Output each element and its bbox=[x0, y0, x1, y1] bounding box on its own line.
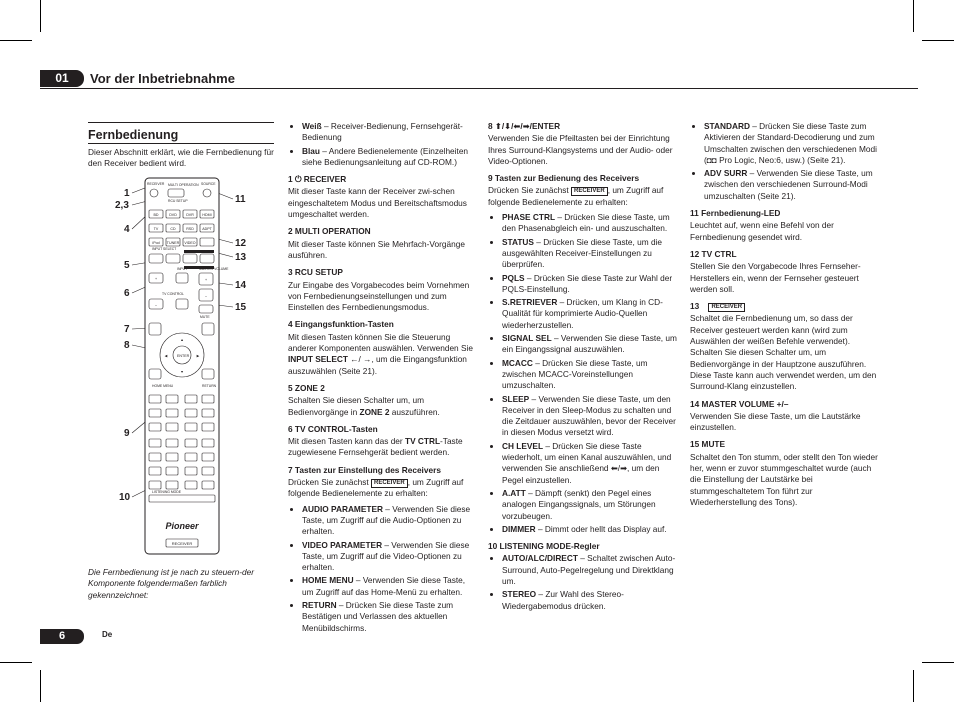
list-item: • PQLS – Drücken Sie diese Taste zur Wahl der PQLS-Einstellung. bbox=[502, 273, 678, 296]
item-heading-1: 1 ⏻ RECEIVER bbox=[288, 174, 347, 185]
callout-6: 6 bbox=[124, 288, 130, 299]
item-body-4: Mit diesen Tasten können Sie die Steuerung anderer Komponenten auswählen. Verwenden Sie INPUT SELECT ←/ →, um die Eingangsfunktion auszuwählen (Seite 21). bbox=[288, 331, 473, 376]
svg-text:▶: ▶ bbox=[196, 354, 200, 358]
item-body-3: Zur Eingabe des Vorgabecodes beim Vornehmen von Fernbedienungseinstellungen und zum Einstellen des Fernbedienungsmodus. bbox=[288, 279, 470, 313]
list-item: • A.ATT – Dämpft (senkt) den Pegel eines analogen Eingangssignals, um Störungen vorzubeugen. bbox=[502, 488, 678, 522]
item-body-11: Leuchtet auf, wenn eine Befehl von der Fernbedienung gesendet wird. bbox=[690, 220, 834, 242]
list-item: • HOME MENU – Verwenden Sie diese Taste, um Zugriff auf das Home-Menü zu erhalten. bbox=[302, 575, 478, 598]
callout-13: 13 bbox=[235, 252, 247, 263]
svg-text:INPUT: INPUT bbox=[177, 267, 188, 271]
list-item: • SIGNAL SEL – Verwenden Sie diese Taste, um ein Eingangssignal auszuwählen. bbox=[502, 333, 678, 356]
remote-body bbox=[144, 177, 229, 555]
svg-text:–: – bbox=[155, 303, 157, 307]
svg-text:TUNER: TUNER bbox=[166, 241, 180, 245]
figure-caption: Die Fernbedienung ist je nach zu steuern-der Komponente folgendermaßen farblich gekennzeichnet: bbox=[88, 567, 255, 600]
callout-9: 9 bbox=[124, 428, 130, 439]
svg-text:RCU SETUP: RCU SETUP bbox=[168, 199, 188, 203]
svg-text:BD: BD bbox=[153, 213, 159, 217]
item-heading-15: 15 MUTE bbox=[690, 439, 726, 450]
svg-text:–: – bbox=[205, 294, 207, 298]
svg-text:MUTE: MUTE bbox=[200, 315, 210, 319]
callout-11: 11 bbox=[235, 194, 246, 205]
list-item: • AUTO/ALC/DIRECT – Schaltet zwischen Auto-Surround, Auto-Pegelregelung und Direktklang um. bbox=[502, 553, 678, 587]
svg-text:DVR: DVR bbox=[186, 213, 194, 217]
list-item: • DIMMER – Dimmt oder hellt das Display auf. bbox=[502, 524, 678, 535]
callout-5: 5 bbox=[124, 260, 130, 271]
item-heading-2: 2 MULTI OPERATION bbox=[288, 226, 371, 237]
item-heading-10: 10 LISTENING MODE-Regler bbox=[488, 541, 600, 552]
list-item: • MCACC – Drücken Sie diese Taste, um zwischen MCACC-Voreinstellungen umzuschalten. bbox=[502, 358, 678, 392]
callout-8: 8 bbox=[124, 340, 130, 351]
callout-2-3: 2,3 bbox=[115, 200, 129, 211]
item-heading-13: 13 RECEIVER bbox=[690, 301, 880, 312]
callout-4: 4 bbox=[124, 224, 130, 235]
receiver-tag: RECEIVER bbox=[371, 479, 408, 488]
list-item: • S.RETRIEVER – Drücken, um Klang in CD-Qualität für komprimierte Audio-Quellen wiederherzustellen. bbox=[502, 297, 678, 331]
list-item: • AUDIO PARAMETER – Verwenden Sie diese Taste, um Zugriff auf die Audio-Optionen zu erhalten. bbox=[302, 504, 478, 538]
svg-text:HOME MENU: HOME MENU bbox=[152, 384, 174, 388]
svg-text:ENTER: ENTER bbox=[177, 354, 190, 358]
svg-text:RECEIVER: RECEIVER bbox=[171, 541, 193, 546]
listening-mode-bullets-cont bbox=[690, 121, 880, 202]
svg-text:▼: ▼ bbox=[180, 370, 184, 374]
svg-text:+: + bbox=[204, 278, 208, 282]
remote-brand-logo: Pioneer bbox=[165, 521, 199, 531]
list-item: • CH LEVEL – Drücken Sie diese Taste wiederholt, um einen Kanal auszuwählen, und verwenden Sie anschließend ⬅/➡, um den Pegel einzustellen. bbox=[502, 441, 678, 486]
item-body-13: Schaltet die Fernbedienung um, so dass der Receiver gesteuert werden kann (wird zum Auswählen der weißen Befehle verwendet). Schalten Sie diesen Schalter um, um Bedienvorgänge in der Hauptzone auszuführen. Diese Taste kann auch verwendet werden, um den Surround-Klang einzustellen. bbox=[690, 313, 877, 392]
svg-text:RSD: RSD bbox=[186, 227, 194, 231]
receiver-tag: RECEIVER bbox=[571, 187, 608, 196]
list-item: • SLEEP – Verwenden Sie diese Taste, um den Receiver in den Sleep-Modus zu schalten und die Zeitdauer auszuwählen, bevor der Receiver in diesen Modus versetzt wird. bbox=[502, 394, 678, 439]
page-number: 6 bbox=[40, 629, 84, 644]
list-item: • RETURN – Drücken Sie diese Taste zum Bestätigen und Verlassen des aktuellen Menübildschirms. bbox=[302, 600, 478, 634]
column-2 bbox=[488, 121, 678, 614]
svg-text:CD: CD bbox=[170, 227, 176, 231]
callout-7: 7 bbox=[124, 324, 130, 335]
list-item: • STANDARD – Drücken Sie diese Taste zum Aktivieren der Standard-Decodierung und zum Umschalten zwischen den verschiedenen Modi (◘◘ Pro Logic, Neo:6, usw.) (Seite 21). bbox=[704, 121, 880, 166]
svg-text:DVD: DVD bbox=[169, 213, 177, 217]
svg-text:MASTER VOLUME: MASTER VOLUME bbox=[199, 267, 229, 271]
svg-text:◀: ◀ bbox=[164, 354, 168, 358]
svg-text:iPod: iPod bbox=[152, 241, 160, 245]
callout-12: 12 bbox=[235, 238, 247, 249]
column-3 bbox=[690, 121, 880, 512]
item-body-14: Verwenden Sie diese Taste, um die Lautstärke einzustellen. bbox=[690, 410, 861, 433]
listening-mode-bullets bbox=[488, 553, 678, 611]
item-heading-7: 7 Tasten zur Einstellung des Receivers bbox=[288, 464, 441, 475]
item-heading-4: 4 Eingangsfunktion-Tasten bbox=[288, 319, 394, 330]
svg-text:HDMI: HDMI bbox=[202, 213, 212, 217]
receiver-operation-bullets bbox=[488, 212, 678, 535]
section-title: Fernbedienung bbox=[88, 128, 179, 142]
item-body-9: Drücken Sie zunächst RECEIVER , um Zugriff auf folgende Bedienelemente zu erhalten: bbox=[488, 185, 664, 207]
chapter-title: Vor der Inbetriebnahme bbox=[90, 71, 235, 86]
callout-15: 15 bbox=[235, 302, 247, 313]
svg-text:LISTENING MODE: LISTENING MODE bbox=[152, 490, 182, 494]
item-body-12: Stellen Sie den Vorgabecode Ihres Fernseher-Herstellers ein, wenn der Fernseher gesteuert werden soll. bbox=[690, 261, 861, 294]
svg-text:VIDEO: VIDEO bbox=[184, 241, 196, 245]
column-1 bbox=[288, 121, 478, 636]
svg-text:TV CONTROL: TV CONTROL bbox=[162, 292, 184, 296]
svg-text:INPUT SELECT: INPUT SELECT bbox=[152, 247, 177, 251]
callout-1: 1 bbox=[124, 188, 130, 199]
remote-label-receiver: RECEIVER bbox=[147, 182, 165, 186]
item-body-1: Mit dieser Taste kann der Receiver zwi-schen eingeschaltetem Modus und Bereitschaftsmodus umgeschaltet werden. bbox=[288, 186, 467, 220]
item-heading-5: 5 ZONE 2 bbox=[288, 382, 325, 393]
svg-text:▲: ▲ bbox=[180, 338, 184, 342]
item-heading-6: 6 TV CONTROL-Tasten bbox=[288, 423, 378, 434]
list-item: • ADV SURR – Verwenden Sie diese Taste, um zwischen den verschiedenen Surround-Modi umzuschalten (Seite 21). bbox=[704, 168, 880, 202]
item-heading-8: 8 ⬆/⬇/⬅/➡/ENTER bbox=[488, 121, 561, 131]
item-body-8: Verwenden Sie die Pfeiltasten bei der Einrichtung Ihres Surround-Klangsystems und der Audio- oder Video-Optionen. bbox=[488, 133, 673, 166]
svg-text:TV: TV bbox=[153, 227, 159, 231]
callout-10: 10 bbox=[119, 492, 131, 503]
callout-14: 14 bbox=[235, 280, 247, 291]
item-body-7: Drücken Sie zunächst RECEIVER , um Zugriff auf folgende Bedienelemente zu erhalten: bbox=[288, 477, 464, 499]
item-heading-3: 3 RCU SETUP bbox=[288, 267, 343, 278]
item-body-15: Schaltet den Ton stumm, oder stellt den Ton wieder her, wenn er zuvor stummgeschaltet wurde (auch die Einstellung der Lautstärke bei stummgeschaltetem Ton führt zur Wiederherstellung des Tons). bbox=[690, 451, 878, 507]
remote-control-illustration bbox=[144, 177, 229, 555]
item-body-5: Schalten Sie diesen Schalter um, um Bedienvorgänge in ZONE 2 auszuführen. bbox=[288, 395, 440, 417]
list-item: • VIDEO PARAMETER – Verwenden Sie diese Taste, um Zugriff auf die Video-Optionen zu erhalten. bbox=[302, 540, 478, 574]
svg-text:MULTI OPERATION: MULTI OPERATION bbox=[168, 183, 199, 187]
item-heading-14: 14 MASTER VOLUME +/– bbox=[690, 398, 789, 409]
receiver-setup-bullets bbox=[288, 504, 478, 634]
item-heading-11: 11 Fernbedienung-LED bbox=[690, 208, 781, 219]
list-item: • Blau – Andere Bedienelemente (Einzelheiten siehe Bedienungsanleitung auf CD-ROM.) bbox=[302, 146, 478, 169]
color-bullets bbox=[288, 121, 478, 168]
item-heading-9: 9 Tasten zur Bedienung des Receivers bbox=[488, 173, 640, 184]
svg-text:ADPT: ADPT bbox=[202, 227, 212, 231]
list-item: • STEREO – Zur Wahl des Stereo-Wiedergabemodus drücken. bbox=[502, 589, 678, 612]
svg-text:+: + bbox=[154, 277, 158, 281]
list-item: • STATUS – Drücken Sie diese Taste, um die ausgewählten Receiver-Einstellungen zu überprüfen. bbox=[502, 237, 678, 271]
item-body-6: Mit diesen Tasten kann das der TV CTRL-Taste zugewiesene Fernsehgerät bedient werden. bbox=[288, 436, 463, 458]
item-body-2: Mit dieser Taste können Sie Mehrfach-Vorgänge ausführen. bbox=[288, 238, 465, 260]
item-heading-12: 12 TV CTRL bbox=[690, 248, 737, 259]
chapter-number: 01 bbox=[40, 70, 84, 87]
list-item: • Weiß – Receiver-Bedienung, Fernsehgerät-Bedienung bbox=[302, 121, 478, 144]
svg-text:SOURCE: SOURCE bbox=[201, 182, 216, 186]
page-language: De bbox=[102, 630, 113, 639]
svg-text:RETURN: RETURN bbox=[202, 384, 217, 388]
list-item: • PHASE CTRL – Drücken Sie diese Taste, um den Phasenabgleich ein- und auszuschalten. bbox=[502, 212, 678, 235]
intro-text: Dieser Abschnitt erklärt, wie die Fernbedienung für den Receiver bedient wird. bbox=[88, 147, 274, 169]
receiver-tag: RECEIVER bbox=[708, 303, 745, 312]
